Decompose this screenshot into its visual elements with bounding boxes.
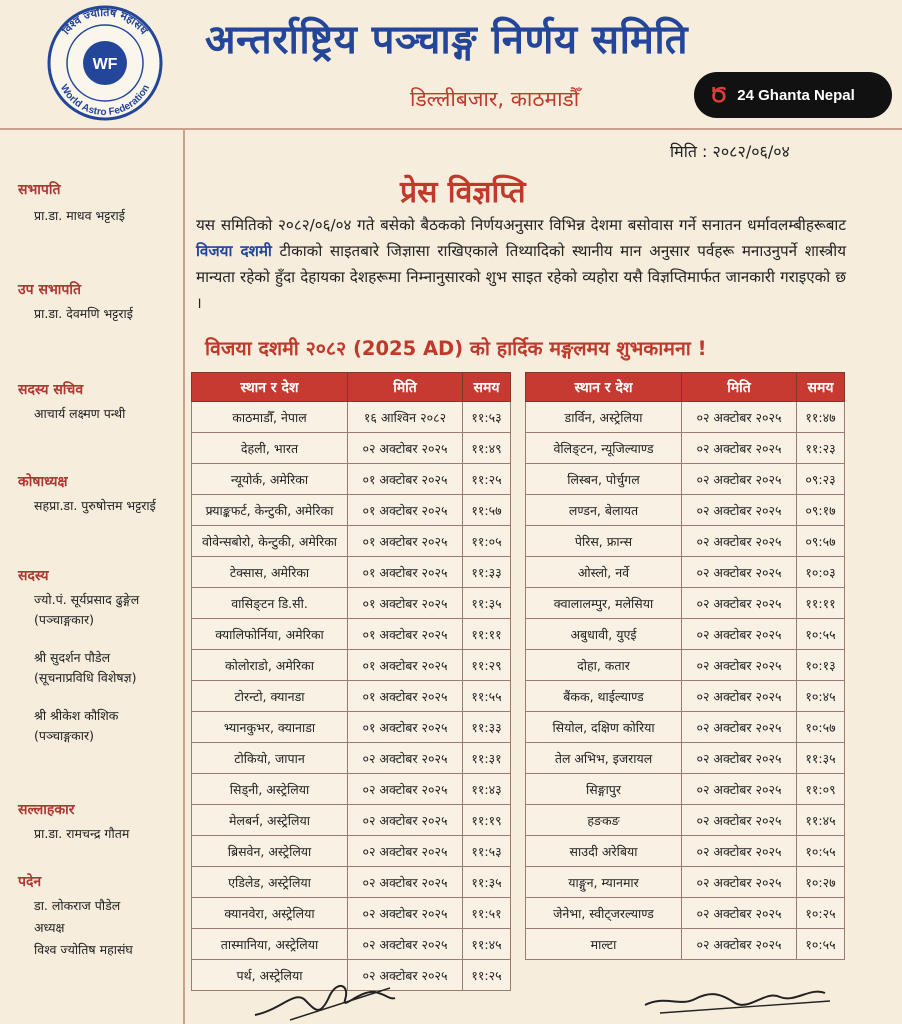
cell-time: ११:५५ — [463, 681, 511, 712]
cell-place: पर्थ, अस्ट्रेलिया — [192, 960, 348, 991]
cell-time: १०:०३ — [797, 557, 845, 588]
cell-place: मेलबर्न, अस्ट्रेलिया — [192, 805, 348, 836]
cell-place: डार्विन, अस्ट्रेलिया — [526, 402, 682, 433]
cell-date: ०२ अक्टोबर २०२५ — [348, 867, 463, 898]
cell-time: ११:३३ — [463, 557, 511, 588]
cell-time: ०९:५७ — [797, 526, 845, 557]
cell-place: काठमाडौँ, नेपाल — [192, 402, 348, 433]
table-row — [526, 681, 845, 712]
cell-time: ११:४७ — [797, 402, 845, 433]
cell-time: ११:४५ — [463, 929, 511, 960]
cell-place: क्वालालम्पुर, मलेसिया — [526, 588, 682, 619]
table-row — [192, 464, 511, 495]
table-row — [526, 402, 845, 433]
cell-time: ११:२५ — [463, 464, 511, 495]
cell-place: दोहा, कतार — [526, 650, 682, 681]
press-release-title: प्रेस विज्ञप्ति — [400, 175, 526, 210]
paragraph-part-2: टीकाको साइतबारे जिज्ञासा राखिएकाले तिथ्यादिको स्थानीय मान अनुसार पर्वहरू मनाउनुपर्ने शास्त्रीय मान्यता रहेको हुँदा देहायका देशहरूमा निम्नानुसारको शुभ साइत रहेको व्यहोरा यसै विज्ञप्तिमार्फत जानकारी गराइएको छ । — [196, 242, 846, 312]
member-ex-officio-org: विश्व ज्योतिष महासंघ — [34, 942, 133, 957]
header-date: मिति — [348, 373, 463, 402]
cell-date: ०२ अक्टोबर २०२५ — [682, 588, 797, 619]
role-members: सदस्य — [18, 568, 49, 584]
cell-place: टोरन्टो, क्यानडा — [192, 681, 348, 712]
cell-place: बैंकक, थाईल्याण्ड — [526, 681, 682, 712]
role-ex-officio: पदेन — [18, 874, 42, 890]
table-row — [526, 774, 845, 805]
member-1-title: (पञ्चाङ्गकार) — [34, 612, 94, 627]
member-1: ज्यो.पं. सूर्यप्रसाद ढुङ्गेल — [34, 592, 140, 607]
cell-time: ११:४५ — [797, 805, 845, 836]
cell-time: ०९:२३ — [797, 464, 845, 495]
cell-date: ०२ अक्टोबर २०२५ — [348, 929, 463, 960]
cell-time: ११:४९ — [463, 433, 511, 464]
signature-left — [250, 970, 400, 1024]
role-member-secretary: सदस्य सचिव — [18, 382, 84, 398]
cell-place: कोलोराडो, अमेरिका — [192, 650, 348, 681]
cell-place: ब्रिसवेन, अस्ट्रेलिया — [192, 836, 348, 867]
cell-place: जेनेभा, स्वीट्जरल्याण्ड — [526, 898, 682, 929]
schedule-table-right — [525, 372, 845, 960]
badge-label: 24 Ghanta Nepal — [737, 86, 855, 104]
cell-time: १०:२७ — [797, 867, 845, 898]
notice-paragraph — [196, 212, 846, 316]
cell-date: ०२ अक्टोबर २०२५ — [682, 681, 797, 712]
cell-date: ०२ अक्टोबर २०२५ — [682, 929, 797, 960]
sidebar-divider — [183, 128, 185, 1024]
member-2-title: (सूचनाप्रविधि विशेषज्ञ) — [34, 670, 137, 685]
cell-time: ११:०५ — [463, 526, 511, 557]
cell-date: ०२ अक्टोबर २०२५ — [348, 960, 463, 991]
cell-date: ०२ अक्टोबर २०२५ — [682, 619, 797, 650]
table-row — [192, 557, 511, 588]
cell-date: ०२ अक्टोबर २०२५ — [348, 433, 463, 464]
table-row — [526, 805, 845, 836]
cell-place: लिस्बन, पोर्चुगल — [526, 464, 682, 495]
cell-time: १०:५५ — [797, 836, 845, 867]
cell-place: वेलिङ्टन, न्यूजिल्याण्ड — [526, 433, 682, 464]
cell-date: ०२ अक्टोबर २०२५ — [682, 867, 797, 898]
table-row — [526, 464, 845, 495]
cell-place: क्यालिफोर्निया, अमेरिका — [192, 619, 348, 650]
festival-greeting: विजया दशमी २०८२ (2025 AD) को हार्दिक मङ्गलमय शुभकामना ! — [205, 337, 707, 360]
cell-time: ११:५३ — [463, 836, 511, 867]
cell-time: ११:५७ — [463, 495, 511, 526]
cell-place: फ्र्याङ्कफर्ट, केन्टुकी, अमेरिका — [192, 495, 348, 526]
cell-date: ०२ अक्टोबर २०२५ — [682, 433, 797, 464]
table-row — [192, 619, 511, 650]
member-3: श्री श्रीकेश कौशिक — [34, 708, 119, 723]
cell-date: ०१ अक्टोबर २०२५ — [348, 557, 463, 588]
cell-date: ०२ अक्टोबर २०२५ — [348, 836, 463, 867]
member-3-title: (पञ्चाङ्गकार) — [34, 728, 94, 743]
cell-date: ०२ अक्टोबर २०२५ — [682, 712, 797, 743]
table-row — [192, 836, 511, 867]
cell-time: ११:२९ — [463, 650, 511, 681]
member-chairman: प्रा.डा. माधव भट्टराई — [34, 208, 125, 223]
cell-date: ०२ अक्टोबर २०२५ — [348, 898, 463, 929]
cell-date: ०२ अक्टोबर २०२५ — [682, 402, 797, 433]
federation-seal-logo — [40, 4, 170, 122]
cell-date: ०२ अक्टोबर २०२५ — [682, 464, 797, 495]
cell-place: तास्मानिया, अस्ट्रेलिया — [192, 929, 348, 960]
cell-date: ०२ अक्टोबर २०२५ — [682, 557, 797, 588]
cell-place: वासिङ्टन डि.सी. — [192, 588, 348, 619]
cell-time: १०:१३ — [797, 650, 845, 681]
cell-date: ०१ अक्टोबर २०२५ — [348, 650, 463, 681]
cell-time: ११:४३ — [463, 774, 511, 805]
seal-bottom-text: World Astro Federation — [57, 82, 153, 119]
paragraph-part-1: यस समितिको २०८२/०६/०४ गते बसेको बैठकको निर्णयअनुसार विभिन्न देशमा बसोवास गर्ने सनातन धर्मावलम्बीहरूबाट — [196, 216, 846, 234]
header-place: स्थान र देश — [526, 373, 682, 402]
cell-place: टोकियो, जापान — [192, 743, 348, 774]
member-advisor: प्रा.डा. रामचन्द्र गौतम — [34, 826, 130, 841]
cell-date: ०१ अक्टोबर २०२५ — [348, 588, 463, 619]
table-row — [526, 588, 845, 619]
role-advisor: सल्लाहकार — [18, 802, 75, 818]
table-header-row — [526, 373, 845, 402]
cell-date: ०२ अक्टोबर २०२५ — [682, 650, 797, 681]
cell-time: ०९:१७ — [797, 495, 845, 526]
cell-place: टेक्सास, अमेरिका — [192, 557, 348, 588]
table-header-row — [192, 373, 511, 402]
cell-place: पेरिस, फ्रान्स — [526, 526, 682, 557]
table-row — [526, 712, 845, 743]
header-time: समय — [797, 373, 845, 402]
table-row — [526, 495, 845, 526]
cell-place: वोवेन्सबोरो, केन्टुकी, अमेरिका — [192, 526, 348, 557]
cell-time: ११:३३ — [463, 712, 511, 743]
cell-date: ०१ अक्टोबर २०२५ — [348, 464, 463, 495]
table-row — [192, 433, 511, 464]
schedule-table-left — [191, 372, 511, 991]
cell-place: क्यानवेरा, अस्ट्रेलिया — [192, 898, 348, 929]
role-vice-chairman: उप सभापति — [18, 282, 81, 298]
cell-time: १०:५५ — [797, 619, 845, 650]
table-row — [192, 402, 511, 433]
cell-time: १०:५५ — [797, 929, 845, 960]
member-secretary: आचार्य लक्ष्मण पन्थी — [34, 406, 126, 421]
table-row — [192, 712, 511, 743]
cell-place: सियोल, दक्षिण कोरिया — [526, 712, 682, 743]
cell-time: ११:३१ — [463, 743, 511, 774]
table-row — [526, 619, 845, 650]
cell-place: देहली, भारत — [192, 433, 348, 464]
header-date: मिति — [682, 373, 797, 402]
table-row — [526, 898, 845, 929]
table-row — [192, 650, 511, 681]
header-divider — [0, 128, 902, 130]
table-row — [526, 526, 845, 557]
cell-date: ०१ अक्टोबर २०२५ — [348, 712, 463, 743]
cell-date: ०१ अक्टोबर २०२५ — [348, 619, 463, 650]
news-logo-icon: Ծ — [710, 84, 728, 107]
seal-top-text: विश्व ज्योतिष महासंघ — [59, 5, 151, 37]
member-ex-officio: डा. लोकराज पौडेल — [34, 898, 121, 913]
header-place: स्थान र देश — [192, 373, 348, 402]
cell-place: सिङ्गापुर — [526, 774, 682, 805]
table-row — [192, 867, 511, 898]
cell-place: तेल अभिभ, इजरायल — [526, 743, 682, 774]
cell-place: माल्टा — [526, 929, 682, 960]
role-treasurer: कोषाध्यक्ष — [18, 474, 68, 490]
cell-time: ११:५३ — [463, 402, 511, 433]
member-2: श्री सुदर्शन पौडेल — [34, 650, 111, 665]
signature-right — [640, 975, 840, 1021]
cell-date: ०१ अक्टोबर २०२५ — [348, 681, 463, 712]
notice-date: मिति : २०८२/०६/०४ — [670, 142, 790, 161]
cell-place: हङकङ — [526, 805, 682, 836]
member-ex-officio-title: अध्यक्ष — [34, 920, 65, 935]
seal-center-text: WF — [92, 56, 118, 73]
cell-date: ०२ अक्टोबर २०२५ — [682, 526, 797, 557]
table-row — [192, 774, 511, 805]
table-row — [192, 588, 511, 619]
cell-time: १०:२५ — [797, 898, 845, 929]
table-row — [192, 681, 511, 712]
paragraph-highlight: विजया दशमी — [196, 242, 272, 260]
cell-time: ११:२५ — [463, 960, 511, 991]
committee-title: अन्तर्राष्ट्रिय पञ्चाङ्ग निर्णय समिति — [205, 17, 689, 63]
table-row — [526, 743, 845, 774]
cell-time: १०:५७ — [797, 712, 845, 743]
role-chairman: सभापति — [18, 182, 61, 198]
cell-place: ओस्लो, नर्वे — [526, 557, 682, 588]
table-row — [192, 929, 511, 960]
table-row — [192, 743, 511, 774]
cell-date: ०२ अक्टोबर २०२५ — [682, 743, 797, 774]
cell-date: ०२ अक्टोबर २०२५ — [348, 805, 463, 836]
cell-place: याङ्गुन, म्यानमार — [526, 867, 682, 898]
member-treasurer: सहप्रा.डा. पुरुषोत्तम भट्टराई — [34, 498, 156, 513]
table-row — [526, 433, 845, 464]
cell-time: ११:५१ — [463, 898, 511, 929]
cell-time: १०:४५ — [797, 681, 845, 712]
cell-time: ११:११ — [797, 588, 845, 619]
cell-time: ११:०९ — [797, 774, 845, 805]
table-row — [192, 526, 511, 557]
committee-location: डिल्लीबजार, काठमाडौँ — [410, 87, 580, 111]
cell-place: साउदी अरेबिया — [526, 836, 682, 867]
cell-place: न्यूयोर्क, अमेरिका — [192, 464, 348, 495]
member-vice-chairman: प्रा.डा. देवमणि भट्टराई — [34, 306, 133, 321]
letterhead — [0, 0, 902, 128]
cell-date: ०२ अक्टोबर २०२५ — [682, 495, 797, 526]
cell-time: ११:३५ — [797, 743, 845, 774]
table-row — [526, 836, 845, 867]
cell-date: १६ आश्विन २०८२ — [348, 402, 463, 433]
cell-time: ११:१९ — [463, 805, 511, 836]
cell-place: एडिलेड, अस्ट्रेलिया — [192, 867, 348, 898]
cell-place: अबुधावी, युएई — [526, 619, 682, 650]
table-row — [526, 557, 845, 588]
table-row — [192, 805, 511, 836]
cell-time: ११:३५ — [463, 588, 511, 619]
cell-date: ०२ अक्टोबर २०२५ — [348, 774, 463, 805]
cell-date: ०१ अक्टोबर २०२५ — [348, 495, 463, 526]
cell-date: ०२ अक्टोबर २०२५ — [682, 805, 797, 836]
cell-place: भ्यानकुभर, क्यानाडा — [192, 712, 348, 743]
table-row — [526, 650, 845, 681]
cell-place: सिड्नी, अस्ट्रेलिया — [192, 774, 348, 805]
cell-date: ०२ अक्टोबर २०२५ — [682, 898, 797, 929]
source-watermark-badge — [694, 72, 892, 118]
cell-date: ०२ अक्टोबर २०२५ — [682, 836, 797, 867]
table-row — [192, 495, 511, 526]
table-row — [526, 867, 845, 898]
cell-date: ०२ अक्टोबर २०२५ — [682, 774, 797, 805]
header-time: समय — [463, 373, 511, 402]
cell-time: ११:२३ — [797, 433, 845, 464]
table-row — [192, 898, 511, 929]
cell-place: लण्डन, बेलायत — [526, 495, 682, 526]
cell-time: ११:११ — [463, 619, 511, 650]
table-row — [526, 929, 845, 960]
cell-date: ०१ अक्टोबर २०२५ — [348, 526, 463, 557]
cell-date: ०२ अक्टोबर २०२५ — [348, 743, 463, 774]
cell-time: ११:३५ — [463, 867, 511, 898]
